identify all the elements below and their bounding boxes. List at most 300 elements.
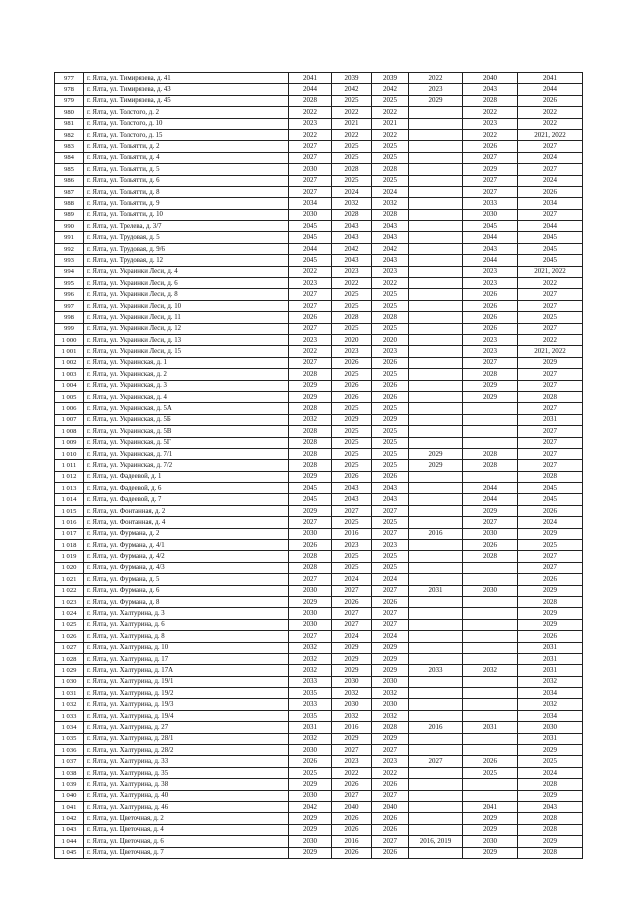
- year-col-6-cell: 2022: [518, 118, 583, 129]
- year-col-5-cell: 2027: [463, 175, 518, 186]
- year-col-5-cell: 2028: [463, 369, 518, 380]
- year-col-5-cell: [463, 653, 518, 664]
- year-col-1-cell: 2028: [289, 95, 332, 106]
- year-col-2-cell: 2016: [332, 528, 372, 539]
- year-col-5-cell: 2044: [463, 232, 518, 243]
- year-col-6-cell: 2044: [518, 84, 583, 95]
- row-number-cell: 1 010: [55, 448, 84, 459]
- year-col-5-cell: 2029: [463, 380, 518, 391]
- year-col-5-cell: 2028: [463, 95, 518, 106]
- year-col-3-cell: 2026: [372, 471, 409, 482]
- row-number-cell: 1 045: [55, 847, 84, 858]
- year-col-1-cell: 2032: [289, 653, 332, 664]
- year-col-3-cell: 2025: [372, 403, 409, 414]
- year-col-6-cell: 2029: [518, 745, 583, 756]
- year-col-3-cell: 2027: [372, 505, 409, 516]
- year-col-4-cell: [409, 198, 463, 209]
- row-number-cell: 1 014: [55, 494, 84, 505]
- year-col-6-cell: 2024: [518, 517, 583, 528]
- year-col-5-cell: 2043: [463, 84, 518, 95]
- table-row: [55, 517, 583, 528]
- year-col-4-cell: 2029: [409, 95, 463, 106]
- year-col-6-cell: 2027: [518, 141, 583, 152]
- year-col-1-cell: 2027: [289, 289, 332, 300]
- year-col-4-cell: [409, 380, 463, 391]
- year-col-3-cell: 2026: [372, 847, 409, 858]
- year-col-6-cell: 2045: [518, 255, 583, 266]
- address-cell: г. Ялта, ул. Тольятти, д. 5: [84, 164, 289, 175]
- year-col-5-cell: 2045: [463, 221, 518, 232]
- address-cell: г. Ялта, ул. Халтурина, д. 28/2: [84, 745, 289, 756]
- table-row: [55, 813, 583, 824]
- table-row: [55, 414, 583, 425]
- year-col-1-cell: 2030: [289, 745, 332, 756]
- year-col-5-cell: 2026: [463, 540, 518, 551]
- year-col-6-cell: 2027: [518, 380, 583, 391]
- schedule-table: [54, 72, 583, 859]
- year-col-2-cell: 2026: [332, 596, 372, 607]
- row-number-cell: 1 027: [55, 642, 84, 653]
- year-col-4-cell: [409, 540, 463, 551]
- year-col-3-cell: 2025: [372, 551, 409, 562]
- year-col-4-cell: [409, 232, 463, 243]
- year-col-4-cell: [409, 802, 463, 813]
- year-col-1-cell: 2028: [289, 460, 332, 471]
- year-col-4-cell: [409, 164, 463, 175]
- table-row: [55, 448, 583, 459]
- year-col-3-cell: 2040: [372, 802, 409, 813]
- row-number-cell: 1 036: [55, 745, 84, 756]
- year-col-2-cell: 2023: [332, 266, 372, 277]
- year-col-4-cell: [409, 141, 463, 152]
- year-col-4-cell: [409, 129, 463, 140]
- year-col-6-cell: 2029: [518, 585, 583, 596]
- table-row: [55, 437, 583, 448]
- year-col-5-cell: [463, 596, 518, 607]
- year-col-1-cell: 2023: [289, 278, 332, 289]
- year-col-4-cell: 2029: [409, 448, 463, 459]
- year-col-2-cell: 2026: [332, 779, 372, 790]
- year-col-1-cell: 2044: [289, 84, 332, 95]
- year-col-6-cell: 2027: [518, 289, 583, 300]
- table-row: [55, 528, 583, 539]
- table-row: [55, 699, 583, 710]
- year-col-1-cell: 2028: [289, 551, 332, 562]
- year-col-1-cell: 2032: [289, 414, 332, 425]
- year-col-5-cell: [463, 779, 518, 790]
- year-col-4-cell: [409, 266, 463, 277]
- address-cell: г. Ялта, ул. Халтурина, д. 6: [84, 619, 289, 630]
- year-col-3-cell: 2025: [372, 323, 409, 334]
- year-col-6-cell: 2032: [518, 676, 583, 687]
- address-cell: г. Ялта, ул. Украинская, д. 7/2: [84, 460, 289, 471]
- table-row: [55, 596, 583, 607]
- year-col-4-cell: [409, 255, 463, 266]
- year-col-2-cell: 2022: [332, 767, 372, 778]
- year-col-1-cell: 2030: [289, 619, 332, 630]
- table-row: [55, 221, 583, 232]
- year-col-1-cell: 2028: [289, 437, 332, 448]
- year-col-4-cell: [409, 676, 463, 687]
- year-col-1-cell: 2032: [289, 665, 332, 676]
- year-col-5-cell: [463, 574, 518, 585]
- year-col-4-cell: [409, 642, 463, 653]
- address-cell: г. Ялта, ул. Тольятти, д. 4: [84, 152, 289, 163]
- year-col-6-cell: 2028: [518, 824, 583, 835]
- year-col-5-cell: 2026: [463, 323, 518, 334]
- year-col-1-cell: 2042: [289, 802, 332, 813]
- year-col-3-cell: 2028: [372, 722, 409, 733]
- table-body: [55, 73, 583, 859]
- year-col-6-cell: 2025: [518, 756, 583, 767]
- year-col-6-cell: 2029: [518, 836, 583, 847]
- year-col-2-cell: 2026: [332, 357, 372, 368]
- year-col-1-cell: 2022: [289, 346, 332, 357]
- year-col-4-cell: [409, 312, 463, 323]
- year-col-4-cell: [409, 699, 463, 710]
- address-cell: г. Ялта, ул. Украинки Леси, д. 15: [84, 346, 289, 357]
- year-col-5-cell: [463, 688, 518, 699]
- year-col-4-cell: 2029: [409, 460, 463, 471]
- year-col-6-cell: 2031: [518, 414, 583, 425]
- year-col-4-cell: [409, 243, 463, 254]
- address-cell: г. Ялта, ул. Фурмана, д. 8: [84, 596, 289, 607]
- year-col-4-cell: [409, 300, 463, 311]
- year-col-5-cell: 2044: [463, 255, 518, 266]
- year-col-2-cell: 2043: [332, 483, 372, 494]
- year-col-4-cell: 2016, 2019: [409, 836, 463, 847]
- year-col-4-cell: [409, 369, 463, 380]
- year-col-3-cell: 2026: [372, 824, 409, 835]
- address-cell: г. Ялта, ул. Цветочная, д. 2: [84, 813, 289, 824]
- year-col-6-cell: 2027: [518, 426, 583, 437]
- address-cell: г. Ялта, ул. Халтурина, д. 17: [84, 653, 289, 664]
- address-cell: г. Ялта, ул. Тимирязева, д. 45: [84, 95, 289, 106]
- year-col-4-cell: [409, 186, 463, 197]
- year-col-2-cell: 2025: [332, 369, 372, 380]
- year-col-3-cell: 2022: [372, 278, 409, 289]
- year-col-2-cell: 2027: [332, 505, 372, 516]
- year-col-5-cell: 2029: [463, 164, 518, 175]
- table-row: [55, 107, 583, 118]
- address-cell: г. Ялта, ул. Цветочная, д. 4: [84, 824, 289, 835]
- year-col-6-cell: 2029: [518, 619, 583, 630]
- row-number-cell: 998: [55, 312, 84, 323]
- year-col-5-cell: 2027: [463, 152, 518, 163]
- row-number-cell: 1 034: [55, 722, 84, 733]
- year-col-6-cell: 2027: [518, 369, 583, 380]
- year-col-4-cell: [409, 608, 463, 619]
- address-cell: г. Ялта, ул. Халтурина, д. 35: [84, 767, 289, 778]
- row-number-cell: 1 002: [55, 357, 84, 368]
- address-cell: г. Ялта, ул. Украинки Леси, д. 4: [84, 266, 289, 277]
- address-cell: г. Ялта, ул. Халтурина, д. 3: [84, 608, 289, 619]
- year-col-5-cell: 2029: [463, 505, 518, 516]
- year-col-2-cell: 2026: [332, 813, 372, 824]
- year-col-4-cell: [409, 562, 463, 573]
- address-cell: г. Ялта, ул. Трудовая, д. 5: [84, 232, 289, 243]
- year-col-4-cell: [409, 779, 463, 790]
- year-col-4-cell: [409, 118, 463, 129]
- address-cell: г. Ялта, ул. Фурмана, д. 4/1: [84, 540, 289, 551]
- year-col-3-cell: 2042: [372, 243, 409, 254]
- year-col-4-cell: [409, 426, 463, 437]
- year-col-4-cell: [409, 517, 463, 528]
- address-cell: г. Ялта, ул. Толстого, д. 10: [84, 118, 289, 129]
- year-col-2-cell: 2020: [332, 334, 372, 345]
- year-col-3-cell: 2029: [372, 733, 409, 744]
- year-col-1-cell: 2029: [289, 813, 332, 824]
- year-col-6-cell: 2045: [518, 232, 583, 243]
- year-col-4-cell: [409, 505, 463, 516]
- year-col-6-cell: 2027: [518, 209, 583, 220]
- year-col-5-cell: [463, 562, 518, 573]
- year-col-4-cell: [409, 733, 463, 744]
- year-col-4-cell: [409, 289, 463, 300]
- year-col-2-cell: 2027: [332, 745, 372, 756]
- year-col-3-cell: 2025: [372, 300, 409, 311]
- table-row: [55, 141, 583, 152]
- year-col-3-cell: 2043: [372, 494, 409, 505]
- year-col-5-cell: 2026: [463, 289, 518, 300]
- table-row: [55, 209, 583, 220]
- year-col-5-cell: 2023: [463, 346, 518, 357]
- row-number-cell: 1 032: [55, 699, 84, 710]
- address-cell: г. Ялта, ул. Фурмана, д. 4/2: [84, 551, 289, 562]
- year-col-2-cell: 2029: [332, 733, 372, 744]
- address-cell: г. Ялта, ул. Фонтанная, д. 4: [84, 517, 289, 528]
- year-col-3-cell: 2032: [372, 198, 409, 209]
- table-row: [55, 186, 583, 197]
- year-col-1-cell: 2026: [289, 756, 332, 767]
- year-col-1-cell: 2029: [289, 505, 332, 516]
- row-number-cell: 985: [55, 164, 84, 175]
- year-col-3-cell: 2025: [372, 369, 409, 380]
- address-cell: г. Ялта, ул. Трелева, д. 3/7: [84, 221, 289, 232]
- year-col-5-cell: 2029: [463, 847, 518, 858]
- year-col-4-cell: [409, 653, 463, 664]
- year-col-5-cell: [463, 710, 518, 721]
- year-col-1-cell: 2029: [289, 471, 332, 482]
- year-col-1-cell: 2029: [289, 779, 332, 790]
- row-number-cell: 1 025: [55, 619, 84, 630]
- year-col-2-cell: 2039: [332, 73, 372, 84]
- address-cell: г. Ялта, ул. Украинская, д. 5Г: [84, 437, 289, 448]
- year-col-1-cell: 2022: [289, 266, 332, 277]
- year-col-2-cell: 2025: [332, 175, 372, 186]
- year-col-6-cell: 2027: [518, 300, 583, 311]
- year-col-3-cell: 2032: [372, 710, 409, 721]
- address-cell: г. Ялта, ул. Халтурина, д. 33: [84, 756, 289, 767]
- address-cell: г. Ялта, ул. Халтурина, д. 40: [84, 790, 289, 801]
- year-col-3-cell: 2022: [372, 107, 409, 118]
- year-col-5-cell: [463, 733, 518, 744]
- year-col-4-cell: 2016: [409, 722, 463, 733]
- year-col-5-cell: [463, 699, 518, 710]
- year-col-4-cell: [409, 334, 463, 345]
- year-col-6-cell: 2027: [518, 551, 583, 562]
- year-col-3-cell: 2029: [372, 414, 409, 425]
- year-col-2-cell: 2043: [332, 494, 372, 505]
- row-number-cell: 978: [55, 84, 84, 95]
- row-number-cell: 994: [55, 266, 84, 277]
- table-row: [55, 129, 583, 140]
- row-number-cell: 1 019: [55, 551, 84, 562]
- year-col-1-cell: 2045: [289, 255, 332, 266]
- address-cell: г. Ялта, ул. Тольятти, д. 8: [84, 186, 289, 197]
- year-col-5-cell: [463, 790, 518, 801]
- year-col-4-cell: 2031: [409, 585, 463, 596]
- row-number-cell: 1 012: [55, 471, 84, 482]
- year-col-1-cell: 2028: [289, 448, 332, 459]
- year-col-1-cell: 2045: [289, 483, 332, 494]
- table-row: [55, 73, 583, 84]
- address-cell: г. Ялта, ул. Халтурина, д. 27: [84, 722, 289, 733]
- year-col-1-cell: 2045: [289, 232, 332, 243]
- year-col-2-cell: 2042: [332, 84, 372, 95]
- year-col-2-cell: 2026: [332, 824, 372, 835]
- address-cell: г. Ялта, ул. Халтурина, д. 19/1: [84, 676, 289, 687]
- year-col-6-cell: 2021, 2022: [518, 346, 583, 357]
- year-col-5-cell: 2030: [463, 585, 518, 596]
- year-col-1-cell: 2027: [289, 517, 332, 528]
- year-col-2-cell: 2025: [332, 141, 372, 152]
- row-number-cell: 1 041: [55, 802, 84, 813]
- row-number-cell: 1 029: [55, 665, 84, 676]
- year-col-2-cell: 2024: [332, 186, 372, 197]
- table-row: [55, 665, 583, 676]
- year-col-5-cell: [463, 437, 518, 448]
- table-row: [55, 733, 583, 744]
- address-cell: г. Ялта, ул. Толстого, д. 15: [84, 129, 289, 140]
- year-col-5-cell: 2026: [463, 300, 518, 311]
- year-col-1-cell: 2022: [289, 129, 332, 140]
- year-col-3-cell: 2029: [372, 653, 409, 664]
- year-col-4-cell: [409, 619, 463, 630]
- table-row: [55, 767, 583, 778]
- year-col-2-cell: 2027: [332, 585, 372, 596]
- address-cell: г. Ялта, ул. Фурмана, д. 2: [84, 528, 289, 539]
- year-col-4-cell: [409, 278, 463, 289]
- year-col-3-cell: 2025: [372, 426, 409, 437]
- year-col-6-cell: 2026: [518, 574, 583, 585]
- row-number-cell: 988: [55, 198, 84, 209]
- year-col-6-cell: 2024: [518, 175, 583, 186]
- table-row: [55, 346, 583, 357]
- year-col-1-cell: 2028: [289, 562, 332, 573]
- year-col-1-cell: 2023: [289, 334, 332, 345]
- year-col-3-cell: 2030: [372, 676, 409, 687]
- year-col-1-cell: 2022: [289, 107, 332, 118]
- year-col-5-cell: [463, 471, 518, 482]
- row-number-cell: 997: [55, 300, 84, 311]
- row-number-cell: 1 033: [55, 710, 84, 721]
- row-number-cell: 992: [55, 243, 84, 254]
- year-col-4-cell: [409, 437, 463, 448]
- row-number-cell: 982: [55, 129, 84, 140]
- row-number-cell: 1 020: [55, 562, 84, 573]
- row-number-cell: 1 003: [55, 369, 84, 380]
- year-col-2-cell: 2026: [332, 380, 372, 391]
- year-col-4-cell: [409, 847, 463, 858]
- table-row: [55, 118, 583, 129]
- year-col-1-cell: 2027: [289, 152, 332, 163]
- year-col-5-cell: 2040: [463, 73, 518, 84]
- address-cell: г. Ялта, ул. Халтурина, д. 8: [84, 631, 289, 642]
- year-col-2-cell: 2023: [332, 756, 372, 767]
- table-row: [55, 562, 583, 573]
- year-col-3-cell: 2023: [372, 540, 409, 551]
- year-col-3-cell: 2025: [372, 175, 409, 186]
- table-row: [55, 243, 583, 254]
- year-col-2-cell: 2027: [332, 790, 372, 801]
- year-col-5-cell: 2030: [463, 209, 518, 220]
- year-col-1-cell: 2025: [289, 767, 332, 778]
- row-number-cell: 1 030: [55, 676, 84, 687]
- address-cell: г. Ялта, ул. Украинская, д. 5Б: [84, 414, 289, 425]
- year-col-2-cell: 2025: [332, 95, 372, 106]
- year-col-2-cell: 2043: [332, 232, 372, 243]
- year-col-1-cell: 2029: [289, 596, 332, 607]
- table-row: [55, 232, 583, 243]
- row-number-cell: 1 038: [55, 767, 84, 778]
- year-col-5-cell: 2027: [463, 517, 518, 528]
- year-col-3-cell: 2028: [372, 312, 409, 323]
- address-cell: г. Ялта, ул. Трудовая, д. 9/6: [84, 243, 289, 254]
- year-col-3-cell: 2027: [372, 745, 409, 756]
- year-col-4-cell: [409, 688, 463, 699]
- year-col-5-cell: 2022: [463, 107, 518, 118]
- year-col-5-cell: [463, 608, 518, 619]
- year-col-6-cell: 2043: [518, 802, 583, 813]
- year-col-2-cell: 2026: [332, 847, 372, 858]
- year-col-2-cell: 2043: [332, 255, 372, 266]
- year-col-6-cell: 2028: [518, 471, 583, 482]
- year-col-1-cell: 2032: [289, 733, 332, 744]
- year-col-2-cell: 2028: [332, 312, 372, 323]
- year-col-2-cell: 2025: [332, 437, 372, 448]
- year-col-1-cell: 2026: [289, 312, 332, 323]
- table-row: [55, 471, 583, 482]
- year-col-2-cell: 2027: [332, 608, 372, 619]
- year-col-2-cell: 2022: [332, 107, 372, 118]
- row-number-cell: 1 021: [55, 574, 84, 585]
- year-col-2-cell: 2016: [332, 836, 372, 847]
- year-col-4-cell: [409, 357, 463, 368]
- address-cell: г. Ялта, ул. Халтурина, д. 19/3: [84, 699, 289, 710]
- year-col-6-cell: 2022: [518, 107, 583, 118]
- year-col-2-cell: 2023: [332, 346, 372, 357]
- table-row: [55, 505, 583, 516]
- year-col-6-cell: 2028: [518, 779, 583, 790]
- address-cell: г. Ялта, ул. Украинки Леси, д. 8: [84, 289, 289, 300]
- year-col-4-cell: [409, 483, 463, 494]
- year-col-5-cell: [463, 676, 518, 687]
- year-col-1-cell: 2033: [289, 699, 332, 710]
- year-col-5-cell: 2031: [463, 722, 518, 733]
- table-row: [55, 653, 583, 664]
- year-col-1-cell: 2045: [289, 221, 332, 232]
- year-col-1-cell: 2028: [289, 369, 332, 380]
- year-col-1-cell: 2027: [289, 574, 332, 585]
- row-number-cell: 1 043: [55, 824, 84, 835]
- address-cell: г. Ялта, ул. Фурмана, д. 6: [84, 585, 289, 596]
- row-number-cell: 981: [55, 118, 84, 129]
- row-number-cell: 1 016: [55, 517, 84, 528]
- year-col-6-cell: 2045: [518, 243, 583, 254]
- year-col-3-cell: 2025: [372, 289, 409, 300]
- year-col-6-cell: 2027: [518, 403, 583, 414]
